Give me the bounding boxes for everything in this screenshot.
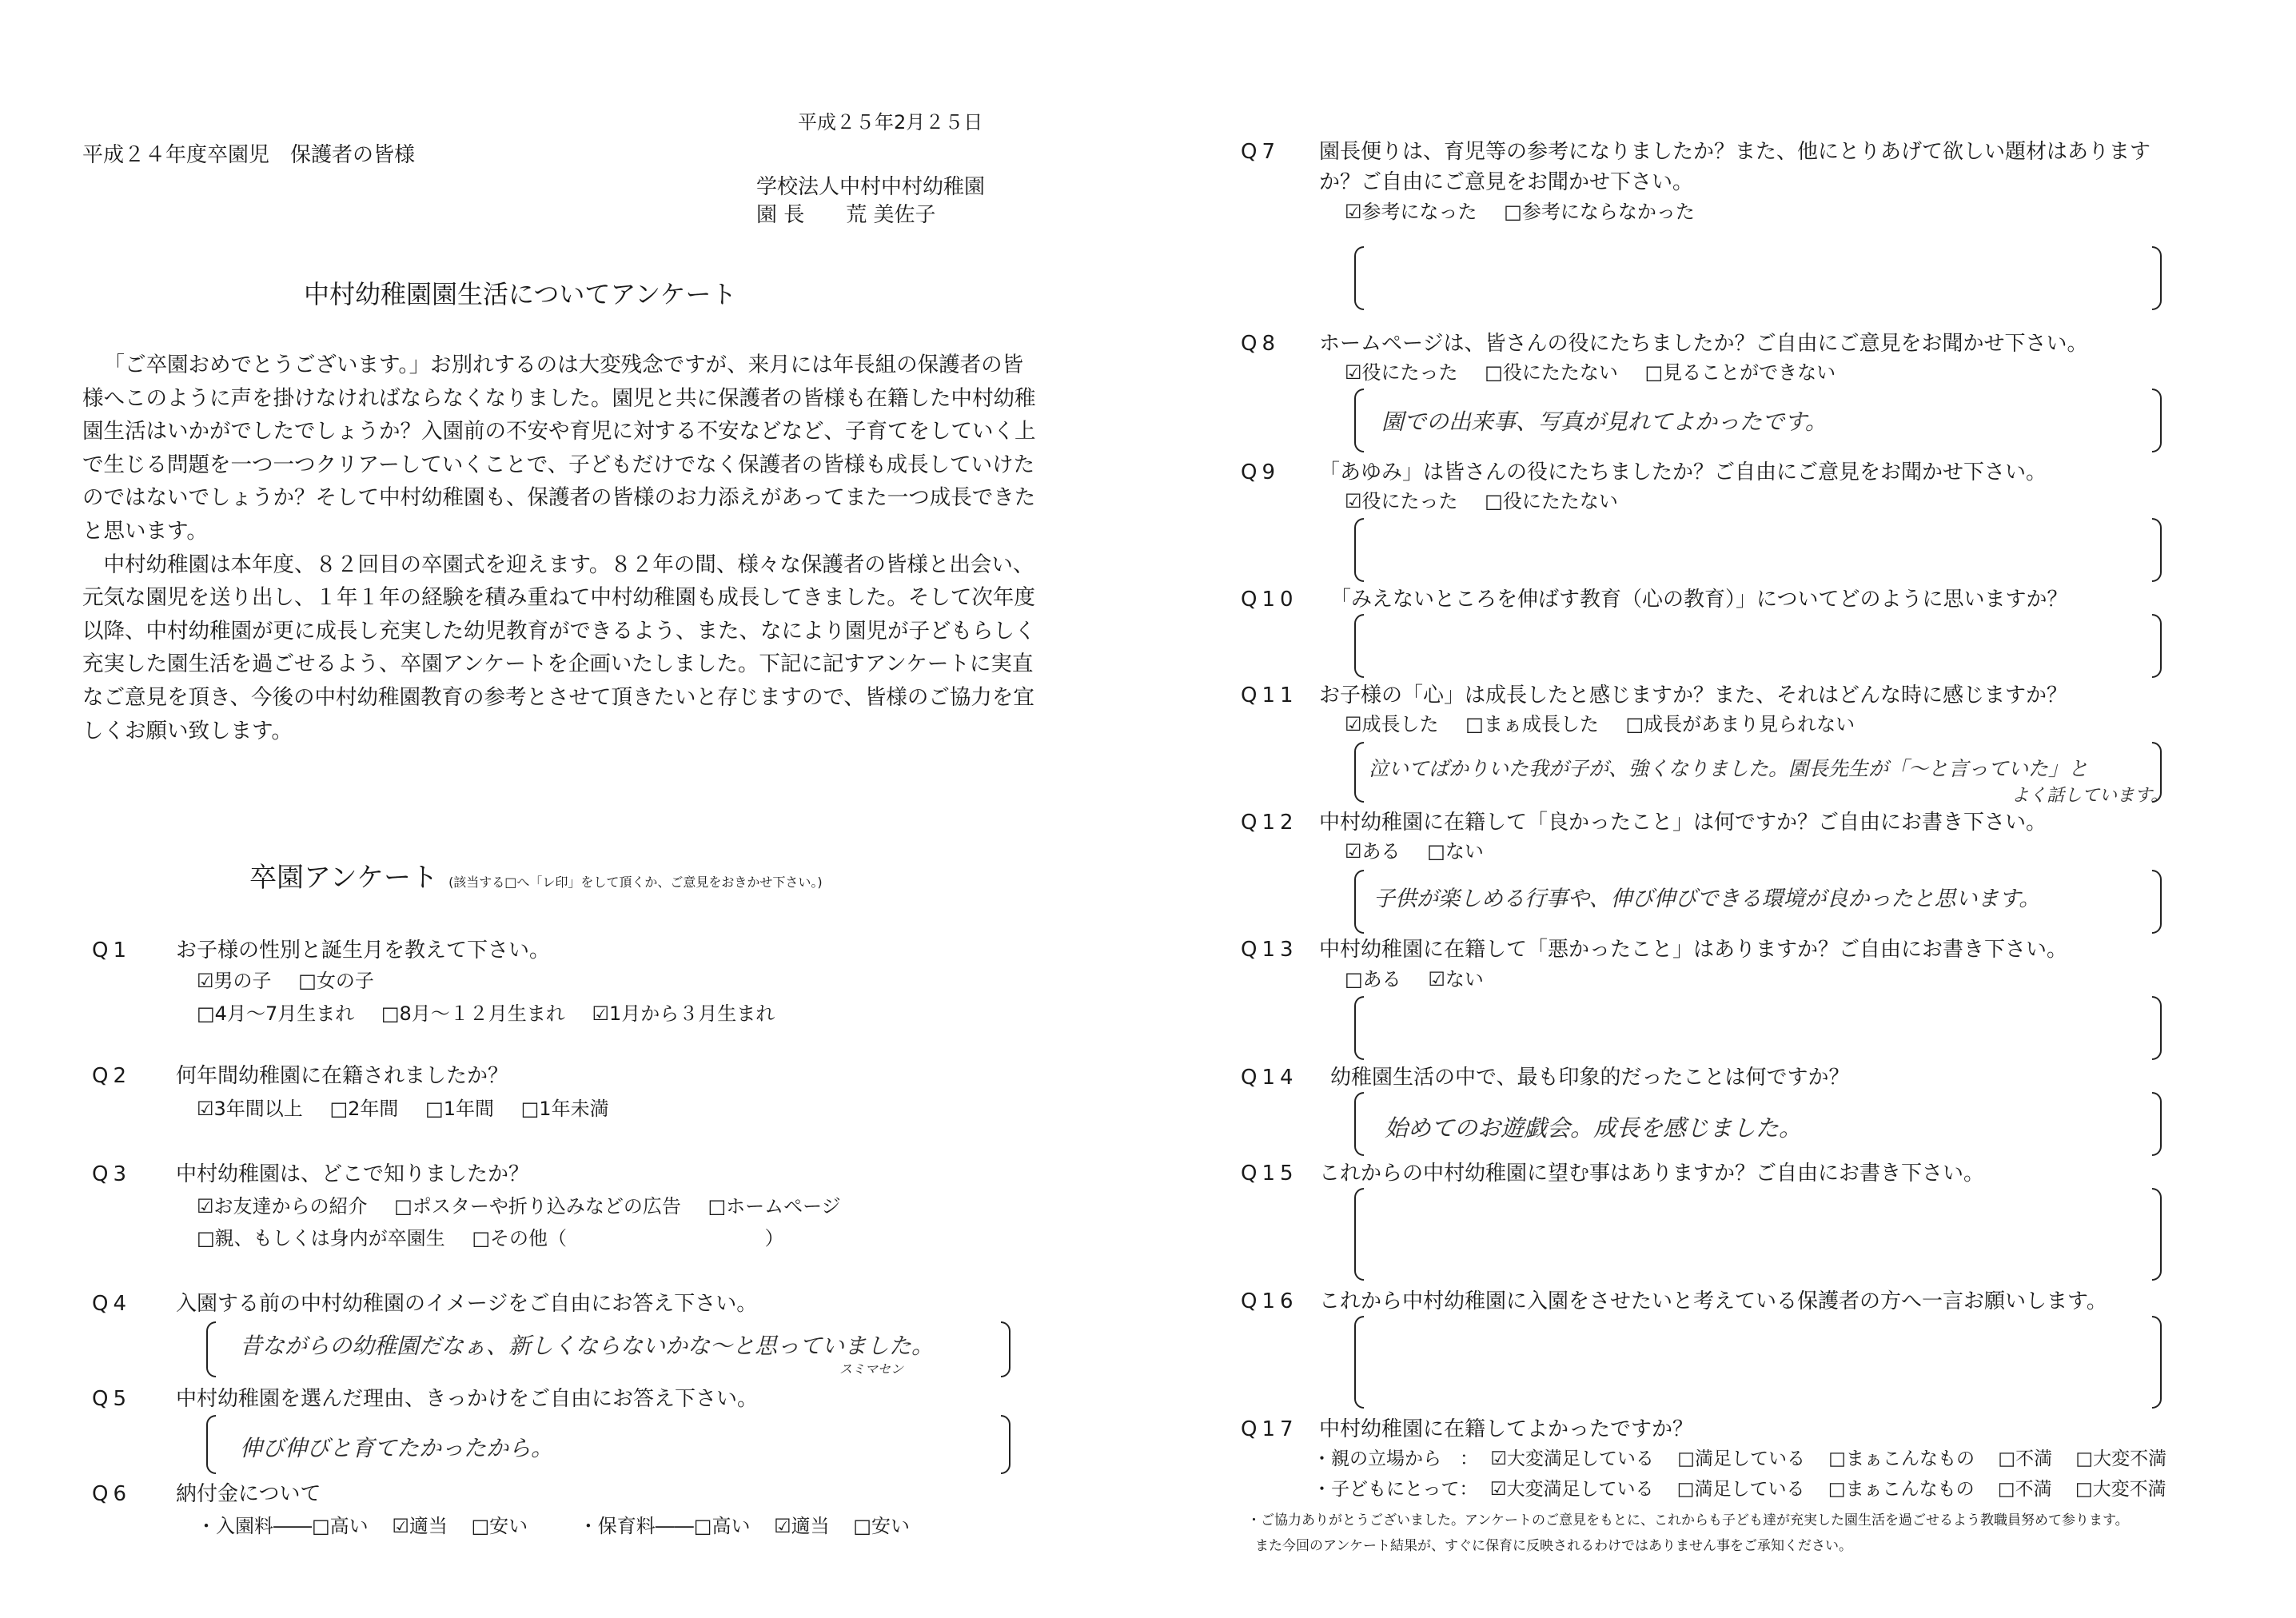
q11-text: お子様の「心」は成長したと感じますか？また、それはどんな時に感じますか？ xyxy=(1319,683,2068,707)
q9-option-not-useful[interactable]: □役にたたない xyxy=(1485,490,1618,512)
q8-bracket-left xyxy=(1354,389,1364,452)
q1-option-boy[interactable]: ☑男の子 xyxy=(197,970,272,992)
q4-bracket-right xyxy=(1001,1321,1010,1377)
q1-option-girl[interactable]: □女の子 xyxy=(298,970,374,992)
q2-option-under-1yr[interactable]: □1年未満 xyxy=(520,1098,609,1120)
q9-number: Q9 xyxy=(1241,460,1281,484)
q15-bracket-left xyxy=(1354,1188,1364,1281)
q3-row2 xyxy=(197,1229,784,1248)
q16-bracket-left xyxy=(1354,1316,1364,1409)
q10-text: 「みえないところを伸ばす教育（心の教育）」についてどのように思いますか？ xyxy=(1330,588,2068,612)
q8-row1 xyxy=(1345,363,1856,382)
q13-number: Q13 xyxy=(1241,938,1298,962)
q6-tuition-low[interactable]: □安い xyxy=(853,1515,910,1537)
date: 平成２５年2月２５日 xyxy=(798,111,983,134)
q3-row1 xyxy=(197,1197,862,1216)
q10-bracket-right xyxy=(2152,614,2162,678)
q12-row1 xyxy=(1345,842,1505,861)
q13-option-yes[interactable]: □ある xyxy=(1345,968,1401,990)
q17-parent-unsatisfied[interactable]: □不満 xyxy=(1998,1449,2053,1469)
q3-other-close: ） xyxy=(764,1227,784,1249)
q16-number: Q16 xyxy=(1241,1289,1298,1313)
q1-row1 xyxy=(197,971,395,990)
q6-tuition-high[interactable]: ・保育料――□高い xyxy=(578,1515,751,1537)
q17-child-satisfied[interactable]: □満足している xyxy=(1676,1479,1805,1500)
recipient: 平成２４年度卒園児 保護者の皆様 xyxy=(82,143,416,167)
q13-option-no[interactable]: ☑ない xyxy=(1428,968,1484,990)
q4-bracket-left xyxy=(206,1321,216,1377)
q3-number: Q3 xyxy=(92,1162,132,1186)
q17-child-very-satisfied[interactable]: ☑大変満足している xyxy=(1489,1479,1654,1500)
q12-bracket-right xyxy=(2152,870,2162,934)
page-title: 中村幼稚園園生活についてアンケート xyxy=(304,279,737,309)
intro-text xyxy=(82,349,1038,747)
q17-parent-so-so[interactable]: □まぁこんなもの xyxy=(1828,1449,1975,1469)
q13-bracket-left xyxy=(1354,996,1364,1060)
q9-text: 「あゆみ」は皆さんの役にたちましたか？ご自由にご意見をお聞かせ下さい。 xyxy=(1319,460,2047,484)
q12-option-no[interactable]: □ない xyxy=(1427,840,1484,863)
q12-bracket-left xyxy=(1354,870,1364,934)
q9-option-useful[interactable]: ☑役にたった xyxy=(1345,490,1458,512)
q6-entry-fee-low[interactable]: □安い xyxy=(471,1515,528,1537)
q12-text: 中村幼稚園に在籍して「良かったこと」は何ですか？ご自由にお書き下さい。 xyxy=(1319,811,2047,835)
q11-option-grew[interactable]: ☑成長した xyxy=(1345,713,1439,735)
q8-answer: 園での出来事、写真が見れてよかったです。 xyxy=(1381,408,1828,435)
q4-number: Q4 xyxy=(92,1292,132,1316)
q17-parent-very-unsatisfied[interactable]: □大変不満 xyxy=(2075,1449,2167,1469)
q17-child-very-unsatisfied[interactable]: □大変不満 xyxy=(2075,1479,2166,1500)
q1-option-aug-dec[interactable]: □8月～１２月生まれ xyxy=(381,1002,565,1025)
q6-entry-fee-high[interactable]: ・入園料――□高い xyxy=(197,1515,369,1537)
principal-name: 園 長 荒 美佐子 xyxy=(756,203,936,227)
q14-bracket-right xyxy=(2152,1092,2162,1156)
q2-number: Q2 xyxy=(92,1064,132,1088)
intro-paragraph-1: 「ご卒園おめでとうございます。」お別れするのは大変残念ですが、来月には年長組の保護者の皆様へこのように声を掛けなければならなくなりました。園児と共に保護者の皆様も在籍した中村幼稚園生活はいかがでしたでしょうか？入園前の不安や育児に対する不安などなど、子育てをしていく上で生じる問題を一つ一つクリアーしていくことで、子どもだけでなく保護者の皆様も成長していけたのではないでしょうか？そして中村幼稚園も、保護者の皆様のお力添えがあってまた一つ成長できたと思います。 xyxy=(82,353,1036,544)
q6-tuition-fair[interactable]: ☑適当 xyxy=(774,1515,830,1537)
footer-note-2: また今回のアンケート結果が、すぐに保育に反映されるわけではありません事をご承知ください。 xyxy=(1255,1538,1852,1554)
q8-text: ホームページは、皆さんの役にたちましたか？ご自由にご意見をお聞かせ下さい。 xyxy=(1319,332,2088,356)
q10-bracket-left xyxy=(1354,614,1364,678)
q6-text: 納付金について xyxy=(176,1482,321,1506)
q13-bracket-right xyxy=(2152,996,2162,1060)
q14-number: Q14 xyxy=(1241,1066,1298,1090)
school-name: 学校法人中村中村幼稚園 xyxy=(756,175,986,199)
q14-answer: 始めてのお遊戯会。成長を感じました。 xyxy=(1385,1114,1803,1142)
q2-option-3yr[interactable]: ☑3年間以上 xyxy=(197,1098,303,1120)
q8-bracket-right xyxy=(2152,389,2162,452)
q7-option-not-helpful[interactable]: □参考にならなかった xyxy=(1504,201,1695,223)
q4-answer-note: スミマセン xyxy=(839,1361,904,1377)
q9-bracket-left xyxy=(1354,518,1364,582)
q17-parent-satisfied[interactable]: □満足している xyxy=(1677,1449,1805,1469)
q17-row-parent xyxy=(1313,1450,2166,1469)
q17-parent-very-satisfied[interactable]: ☑大変満足している xyxy=(1490,1449,1654,1469)
q17-child-unsatisfied[interactable]: □不満 xyxy=(1997,1479,2052,1500)
q2-option-2yr[interactable]: □2年間 xyxy=(329,1098,399,1120)
q7-number: Q7 xyxy=(1241,140,1281,164)
q17-row-child xyxy=(1313,1481,2166,1499)
q9-bracket-right xyxy=(2152,518,2162,582)
q5-text: 中村幼稚園を選んだ理由、きっかけをご自由にお答え下さい。 xyxy=(176,1387,759,1411)
q1-option-apr-jul[interactable]: □4月～7月生まれ xyxy=(197,1002,355,1025)
q11-row1 xyxy=(1345,715,1875,734)
q17-child-so-so[interactable]: □まぁこんなもの xyxy=(1828,1479,1975,1500)
q5-bracket-left xyxy=(206,1415,216,1474)
q2-text: 何年間幼稚園に在籍されましたか？ xyxy=(176,1064,509,1088)
q8-option-cannot-view[interactable]: □見ることができない xyxy=(1644,361,1836,384)
q7-bracket-right xyxy=(2152,246,2162,310)
q7-option-helpful[interactable]: ☑参考になった xyxy=(1345,201,1477,223)
q11-number: Q11 xyxy=(1241,683,1298,707)
q17-number: Q17 xyxy=(1241,1417,1298,1441)
q1-option-jan-mar[interactable]: ☑1月から３月生まれ xyxy=(592,1002,775,1025)
q3-option-ad[interactable]: □ポスターや折り込みなどの広告 xyxy=(394,1195,681,1217)
q7-text-line2: か？ご自由にご意見をお聞かせ下さい。 xyxy=(1319,170,1694,194)
q13-row1 xyxy=(1345,970,1505,989)
q14-text: 幼稚園生活の中で、最も印象的だったことは何ですか？ xyxy=(1330,1066,1850,1090)
q8-number: Q8 xyxy=(1241,332,1281,356)
q15-text: これからの中村幼稚園に望む事はありますか？ご自由にお書き下さい。 xyxy=(1319,1162,1985,1186)
survey-title: 卒園アンケート xyxy=(249,862,438,894)
q16-bracket-right xyxy=(2152,1316,2162,1409)
q9-row1 xyxy=(1345,492,1639,511)
q3-text: 中村幼稚園は、どこで知りましたか？ xyxy=(176,1162,530,1186)
q3-option-family[interactable]: □親、もしくは身内が卒園生 xyxy=(197,1227,445,1249)
q13-text: 中村幼稚園に在籍して「悪かったこと」はありますか？ご自由にお書き下さい。 xyxy=(1319,938,2068,962)
q2-option-1yr[interactable]: □1年間 xyxy=(425,1098,494,1120)
q15-number: Q15 xyxy=(1241,1162,1298,1186)
q7-text-line1: 園長便りは、育児等の参考になりましたか？また、他にとりあげて欲しい題材はあります xyxy=(1319,140,2151,164)
q5-bracket-right xyxy=(1001,1415,1010,1474)
q7-row1 xyxy=(1345,202,1716,221)
q17-child-label: ・子どもにとって： xyxy=(1313,1479,1478,1500)
q8-option-useful[interactable]: ☑役にたった xyxy=(1345,361,1458,384)
q5-answer: 伸び伸びと育てたかったから。 xyxy=(240,1435,554,1461)
footer-note-1: ・ご協力ありがとうございました。アンケートのご意見をもとに、これからも子ども達が充実した園生活を過ごせるよう教職員努めて参ります。 xyxy=(1247,1512,2129,1528)
survey-instruction: (該当する□へ「レ印」をして頂くか、ご意見をおきかせ下さい。) xyxy=(448,875,823,890)
q10-number: Q10 xyxy=(1241,588,1298,612)
q14-bracket-left xyxy=(1354,1092,1364,1156)
q11-option-somewhat[interactable]: □まぁ成長した xyxy=(1465,713,1599,735)
q4-answer: 昔ながらの幼稚園だなぁ、新しくならないかな～と思っていました。 xyxy=(240,1333,935,1359)
q17-text: 中村幼稚園に在籍してよかったですか？ xyxy=(1319,1417,1694,1441)
q3-option-homepage[interactable]: □ホームページ xyxy=(708,1195,841,1217)
q1-row2 xyxy=(197,1004,795,1023)
q5-number: Q5 xyxy=(92,1387,132,1411)
q12-answer: 子供が楽しめる行事や、伸び伸びできる環境が良かったと思います。 xyxy=(1373,887,2041,911)
q16-text: これから中村幼稚園に入園をさせたいと考えている保護者の方へ一言お願いします。 xyxy=(1319,1289,2107,1313)
q11-answer-line2: よく話しています。 xyxy=(2011,786,2169,806)
q7-bracket-left xyxy=(1354,246,1364,310)
q12-option-yes[interactable]: ☑ある xyxy=(1345,840,1401,863)
q1-number: Q1 xyxy=(92,939,132,962)
q2-row1 xyxy=(197,1099,630,1118)
q11-bracket-left xyxy=(1354,742,1364,803)
q3-option-friend[interactable]: ☑お友達からの紹介 xyxy=(197,1195,368,1217)
q1-text: お子様の性別と誕生月を教えて下さい。 xyxy=(176,939,551,962)
q11-option-not-much[interactable]: □成長があまり見られない xyxy=(1625,713,1856,735)
q17-parent-label: ・親の立場から ： xyxy=(1313,1449,1478,1469)
q8-option-not-useful[interactable]: □役にたたない xyxy=(1485,361,1618,384)
q15-bracket-right xyxy=(2152,1188,2162,1281)
q4-text: 入園する前の中村幼稚園のイメージをご自由にお答え下さい。 xyxy=(176,1292,758,1316)
q12-number: Q12 xyxy=(1241,811,1298,835)
q6-number: Q6 xyxy=(92,1482,132,1506)
q6-entry-fee-fair[interactable]: ☑適当 xyxy=(392,1515,448,1537)
q11-answer-line1: 泣いてばかりいた我が子が、強くなりました。園長先生が「～と言っていた」と xyxy=(1369,757,2089,780)
survey-heading xyxy=(249,855,823,895)
intro-paragraph-2: 中村幼稚園は本年度、８２回目の卒園式を迎えます。８２年の間、様々な保護者の皆様と出会い、元気な園児を送り出し、１年１年の経験を積み重ねて中村幼稚園も成長してきました。そして次年度以降、中村幼稚園が更に成長し充実した幼児教育ができるよう、また、なにより園児が子どもらしく充実した園生活を過ごせるよう、卒園アンケートを企画いたしました。下記に記すアンケートに実直なご意見を頂き、今後の中村幼稚園教育の参考とさせて頂きたいと存じますので、皆様のご協力を宜しくお願い致します。 xyxy=(82,552,1036,743)
q3-option-other[interactable]: □その他（ xyxy=(472,1227,568,1249)
q6-row1 xyxy=(197,1516,910,1536)
